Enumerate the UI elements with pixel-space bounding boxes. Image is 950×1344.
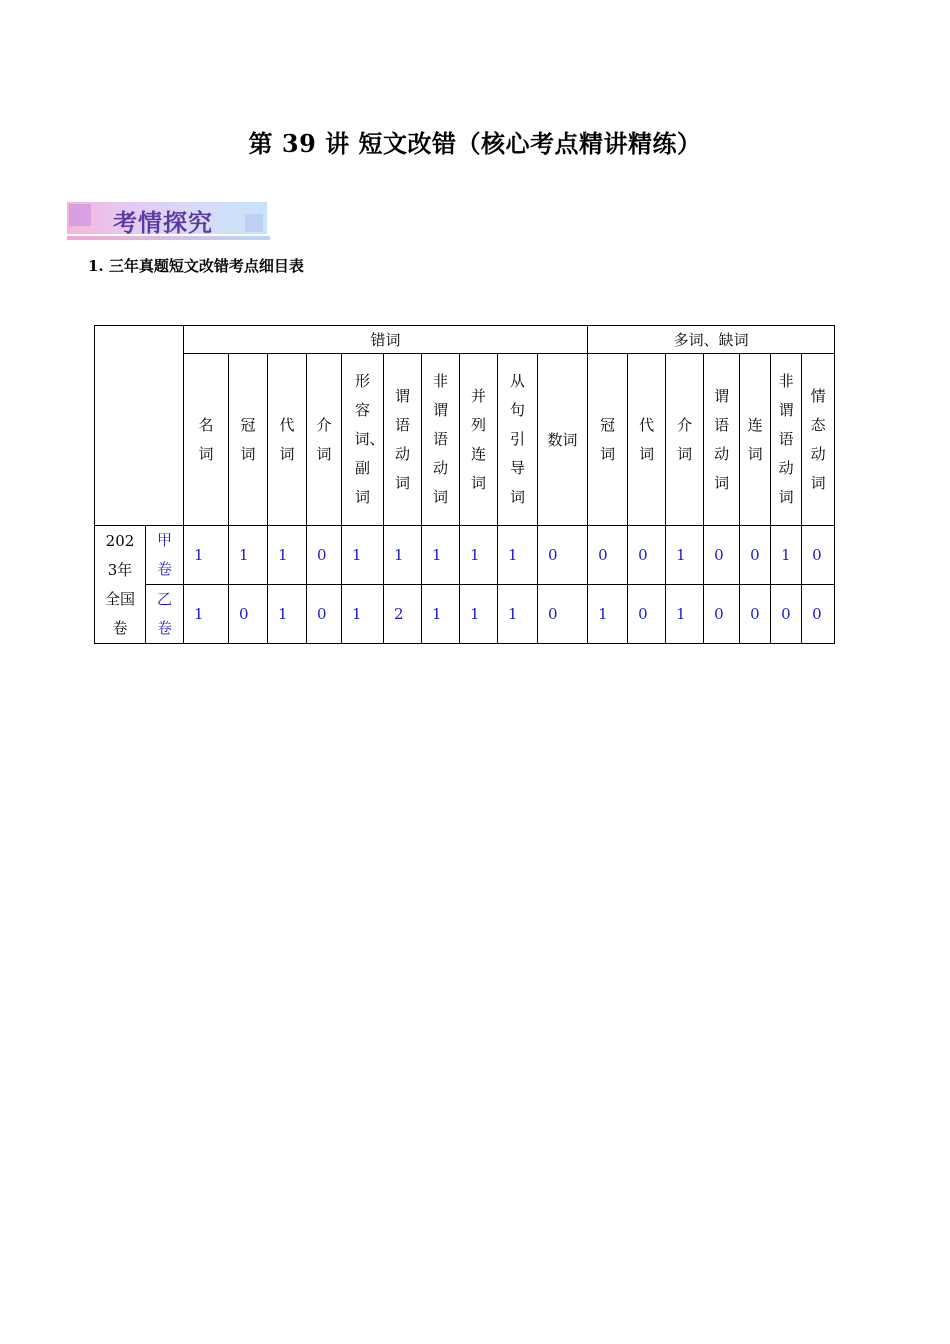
column-header: 介词 — [307, 354, 342, 526]
column-header: 谓语动词 — [384, 354, 422, 526]
table-cell: 0 — [740, 526, 771, 585]
paper-label: 乙卷 — [146, 585, 184, 644]
table-cell: 0 — [704, 526, 740, 585]
table-corner-cell — [95, 326, 184, 526]
table-cell: 1 — [422, 585, 460, 644]
column-header: 代词 — [628, 354, 666, 526]
table-cell: 1 — [268, 526, 307, 585]
table-cell: 1 — [342, 526, 384, 585]
banner-decor-square — [69, 204, 91, 226]
banner-label: 考情探究 — [113, 209, 213, 237]
column-header: 冠词 — [588, 354, 628, 526]
table-row — [95, 585, 835, 644]
column-header: 情态动词 — [802, 354, 835, 526]
column-header: 名词 — [184, 354, 229, 526]
table-cell: 2 — [384, 585, 422, 644]
table-cell: 1 — [498, 526, 538, 585]
table-cell: 1 — [342, 585, 384, 644]
column-header: 非谓语动词 — [422, 354, 460, 526]
column-header: 冠词 — [229, 354, 268, 526]
table-cell: 0 — [704, 585, 740, 644]
column-header: 形容词、副词 — [342, 354, 384, 526]
table-cell: 0 — [229, 585, 268, 644]
column-header: 谓语动词 — [704, 354, 740, 526]
year-label: 2023年全国卷 — [95, 526, 146, 644]
exam-points-table — [94, 325, 835, 644]
group-header-wrong-words: 错词 — [184, 326, 588, 354]
column-header: 连词 — [740, 354, 771, 526]
table-cell: 1 — [666, 526, 704, 585]
table-cell: 0 — [628, 526, 666, 585]
table-cell: 0 — [307, 526, 342, 585]
table-cell: 1 — [771, 526, 802, 585]
table-cell: 0 — [538, 585, 588, 644]
column-header: 并列连词 — [460, 354, 498, 526]
table-cell: 0 — [538, 526, 588, 585]
table-cell: 0 — [802, 585, 835, 644]
table-cell: 1 — [460, 526, 498, 585]
table-cell: 1 — [384, 526, 422, 585]
column-header: 非谓语动词 — [771, 354, 802, 526]
paper-label: 甲卷 — [146, 526, 184, 585]
banner-decor-square — [245, 214, 263, 232]
table-cell: 1 — [229, 526, 268, 585]
table-cell: 0 — [628, 585, 666, 644]
section-subheading: 1. 三年真题短文改错考点细目表 — [88, 257, 304, 275]
table-cell: 1 — [666, 585, 704, 644]
table-cell: 0 — [771, 585, 802, 644]
table-cell: 1 — [460, 585, 498, 644]
table-cell: 1 — [588, 585, 628, 644]
group-header-extra-missing-words: 多词、缺词 — [588, 326, 835, 354]
page-title: 第 39 讲 短文改错（核心考点精讲精练） — [248, 129, 702, 158]
table-cell: 1 — [184, 585, 229, 644]
table-cell: 0 — [588, 526, 628, 585]
section-banner — [67, 200, 272, 240]
table-cell: 1 — [422, 526, 460, 585]
column-header: 代词 — [268, 354, 307, 526]
column-header: 从句引导词 — [498, 354, 538, 526]
column-header: 数词 — [538, 354, 588, 526]
table-cell: 1 — [184, 526, 229, 585]
table-cell: 0 — [307, 585, 342, 644]
table-cell: 1 — [498, 585, 538, 644]
column-header: 介词 — [666, 354, 704, 526]
table-cell: 0 — [802, 526, 835, 585]
table-cell: 0 — [740, 585, 771, 644]
table-cell: 1 — [268, 585, 307, 644]
table-row — [95, 526, 835, 585]
